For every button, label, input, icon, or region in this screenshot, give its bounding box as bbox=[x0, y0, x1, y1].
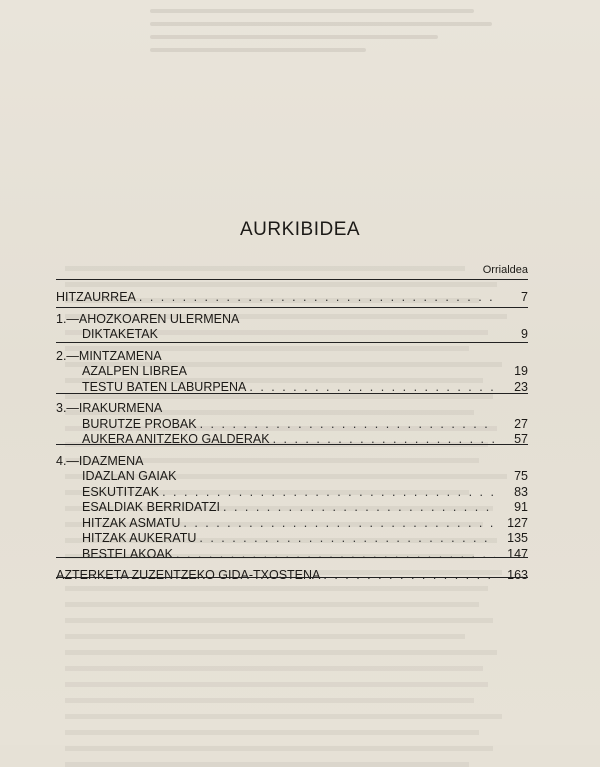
toc-entry-page: 83 bbox=[514, 484, 528, 499]
leader-dots bbox=[183, 516, 495, 532]
rule-section-4 bbox=[56, 557, 528, 558]
leader-dots bbox=[176, 547, 495, 563]
toc-entry bbox=[56, 432, 528, 448]
toc-section-title: 4.—IDAZMENA bbox=[56, 453, 144, 468]
page-title: AURKIBIDEA bbox=[239, 219, 361, 240]
toc-entry-label: AZALPEN LIBREA bbox=[82, 364, 187, 378]
toc-entry-page: 91 bbox=[514, 500, 528, 514]
toc-entry bbox=[56, 469, 528, 485]
toc-entry bbox=[56, 364, 528, 380]
leader-dots bbox=[139, 290, 495, 306]
toc-entry-label: ESKUTITZAK bbox=[82, 484, 160, 499]
toc-entry-page: 9 bbox=[521, 327, 528, 341]
toc-entry-label: HITZAK AUKERATU bbox=[82, 531, 197, 545]
toc-entry-label: AUKERA ANITZEKO GALDERAK bbox=[82, 432, 270, 446]
toc-section bbox=[56, 312, 528, 343]
toc-section bbox=[56, 401, 528, 448]
toc-entry bbox=[56, 290, 528, 306]
toc-entry-label: DIKTAKETAK bbox=[82, 327, 158, 341]
toc-entry bbox=[56, 547, 528, 563]
table-of-contents bbox=[56, 290, 528, 584]
toc-entry-label: TESTU BATEN LABURPENA bbox=[82, 379, 247, 394]
bleed-through-text bbox=[150, 0, 510, 60]
rule-after-preface bbox=[56, 307, 528, 308]
toc-entry bbox=[56, 531, 528, 547]
toc-entry-label: HITZAK ASMATU bbox=[82, 515, 181, 530]
toc-entry-page: 57 bbox=[514, 432, 528, 446]
column-header-page: Orrialdea bbox=[482, 264, 528, 276]
rule-section-2 bbox=[56, 393, 528, 394]
rule-section-1 bbox=[56, 342, 528, 343]
leader-dots bbox=[162, 485, 495, 501]
toc-entry bbox=[56, 516, 528, 532]
toc-section bbox=[56, 454, 528, 563]
leader-dots bbox=[199, 531, 495, 547]
toc-entry-page: 27 bbox=[514, 416, 528, 431]
leader-dots bbox=[223, 500, 495, 516]
toc-entry bbox=[56, 417, 528, 433]
leader-dots bbox=[273, 432, 495, 448]
toc-entry bbox=[56, 568, 528, 584]
toc-entry-page: 19 bbox=[514, 364, 528, 378]
leader-dots bbox=[200, 417, 495, 433]
leader-dots bbox=[323, 568, 495, 584]
toc-entry bbox=[56, 500, 528, 516]
toc-entry-page: 147 bbox=[507, 546, 528, 561]
toc-entry-label: BURUTZE PROBAK bbox=[82, 416, 197, 431]
toc-entry bbox=[56, 485, 528, 501]
toc-entry-label: ESALDIAK BERRIDATZI bbox=[82, 500, 220, 514]
toc-entry-page: 127 bbox=[507, 515, 528, 530]
toc-entry bbox=[56, 327, 528, 343]
toc-section-title: 1.—AHOZKOAREN ULERMENA bbox=[56, 311, 240, 326]
toc-entry-label: HITZAURREA bbox=[56, 290, 136, 304]
toc-entry-page: 75 bbox=[514, 469, 528, 483]
rule-end bbox=[56, 577, 528, 578]
toc-entry-label: BESTELAKOAK bbox=[82, 546, 174, 561]
toc-entry-page: 163 bbox=[507, 568, 528, 582]
rule-section-3 bbox=[56, 444, 528, 445]
toc-section-title: 2.—MINTZAMENA bbox=[56, 348, 162, 363]
toc-section bbox=[56, 349, 528, 396]
toc-entry-label: AZTERKETA ZUZENTZEKO GIDA-TXOSTENA bbox=[56, 568, 321, 582]
toc-entry-label: IDAZLAN GAIAK bbox=[82, 469, 177, 483]
toc-entry-page: 7 bbox=[521, 290, 528, 304]
header-rule bbox=[56, 279, 528, 280]
toc-entry-page: 23 bbox=[514, 379, 528, 394]
toc-entry-page: 135 bbox=[507, 531, 528, 545]
toc-section-title: 3.—IRAKURMENA bbox=[56, 401, 163, 415]
